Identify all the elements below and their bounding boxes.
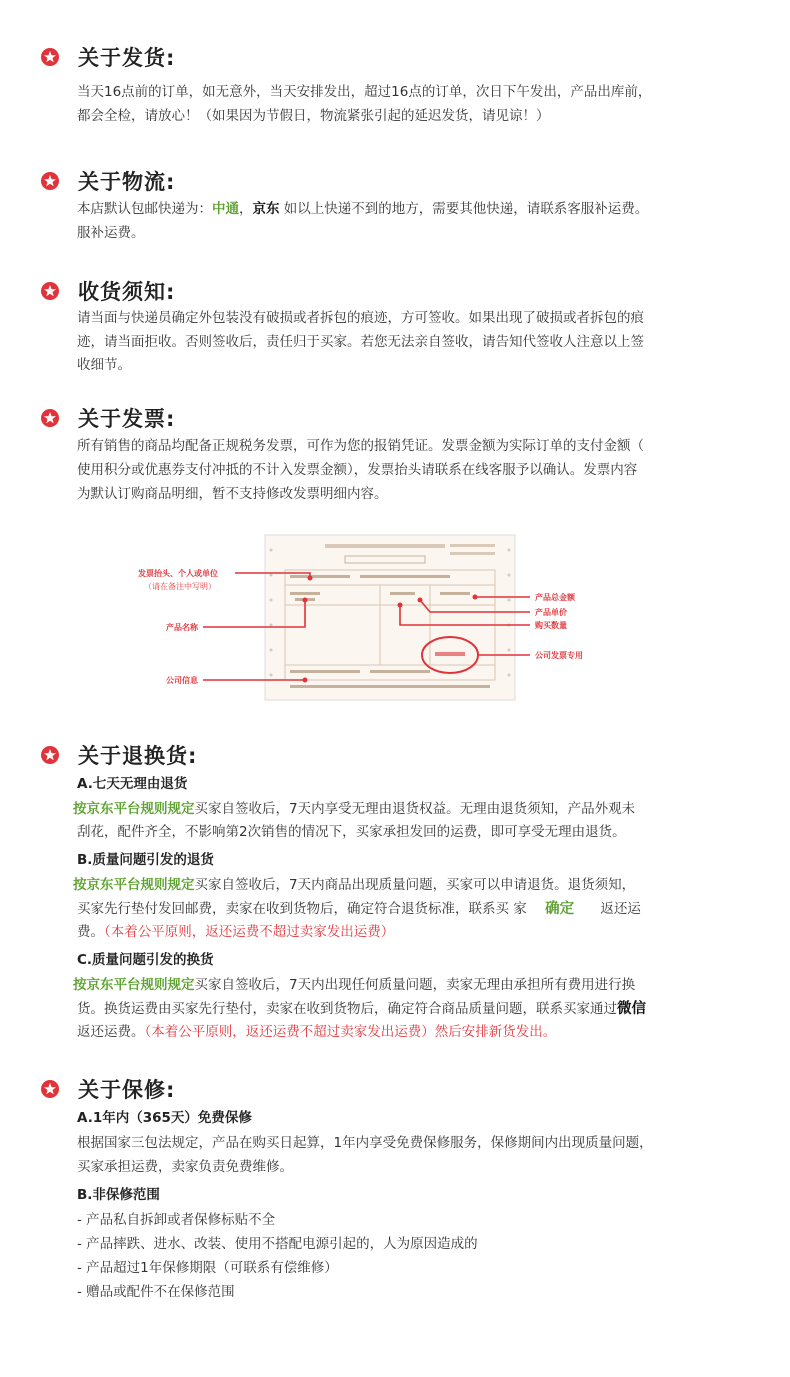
invoice-line-2: 使用积分或优惠券支付冲抵的不计入发票金额），发票抬头请联系在线客服予以确认。发票内容 [77, 462, 638, 478]
section-title: 关于退换货: [78, 744, 198, 768]
returns-c-title: C.质量问题引发的换货 [77, 952, 214, 968]
fair-principle-note: （本着公平原则，返还运费不超过卖家发出运费） [104, 924, 395, 940]
exclusion-item: - 产品摔跌、进水、改装、使用不搭配电源引起的，人为原因造成的 [77, 1236, 478, 1252]
star-badge-icon [40, 1079, 60, 1099]
label-total-amount: 产品总金额 [535, 593, 575, 602]
receiving-line-2: 迹，请当面拒收。否则签收后，责任归于买家。若您无法亲自签收，请告知代签收人注意以上签 [77, 334, 644, 350]
logistics-prefix: 本店默认包邮快递为： [77, 201, 212, 217]
returns-b-line-1 [73, 873, 635, 893]
warranty-a-line-2: 买家承担运费，卖家负责免费维修。 [77, 1159, 293, 1175]
label-company-info: 公司信息 [166, 676, 198, 685]
section-title: 关于物流: [78, 170, 176, 194]
star-badge-icon [40, 47, 60, 67]
shipping-line-2: 都会全检，请放心！（如果因为节假日，物流紧张引起的延迟发货，请见谅！） [77, 108, 550, 124]
returns-b-text-2-tail: 返还运 [600, 901, 641, 917]
returns-c-text-1: 买家自签收后，7天内出现任何质量问题，卖家无理由承担所有费用进行换 [194, 977, 636, 993]
label-company-seal: 公司发票专用 [535, 651, 583, 660]
section-title: 收货须知: [78, 280, 176, 304]
returns-a-line-1 [73, 797, 635, 817]
warranty-b-title: B.非保修范围 [77, 1187, 160, 1203]
warranty-heading [40, 1074, 175, 1104]
returns-c-text-3: 返还运费。 [77, 1024, 145, 1040]
exclusion-item: - 产品私自拆卸或者保修标贴不全 [77, 1212, 276, 1228]
returns-b-text-2: 买家先行垫付发回邮费，卖家在收到货物后，确定符合退货标准，联系买 家 [77, 901, 527, 917]
logistics-line-2: 服补运费。 [77, 225, 145, 241]
wechat-text: 微信 [617, 1001, 646, 1017]
label-quantity: 购买数量 [535, 621, 567, 630]
fair-principle-note: （本着公平原则，返还运费不超过卖家发出运费）然后安排新货发出。 [144, 1024, 557, 1040]
receiving-heading [40, 276, 175, 306]
returns-b-text-3: 费。 [77, 924, 104, 940]
returns-b-title: B.质量问题引发的退货 [77, 852, 214, 868]
confirm-text: 确定 [545, 901, 575, 917]
platform-rule: 按京东平台规则规定 [73, 877, 195, 893]
label-invoice-header-note: （请在备注中写明） [144, 582, 216, 591]
shipping-heading [40, 42, 175, 72]
section-title: 关于保修: [78, 1078, 176, 1102]
section-title: 关于发货: [78, 46, 176, 70]
returns-heading [40, 740, 197, 770]
carrier-jd: 京东 [252, 201, 280, 217]
star-badge-icon [40, 408, 60, 428]
invoice-line-3: 为默认订购商品明细，暂不支持修改发票明细内容。 [77, 486, 388, 502]
warranty-a-line-1: 根据国家三包法规定，产品在购买日起算，1年内享受免费保修服务，保修期间内出现质量问题， [77, 1135, 653, 1151]
platform-rule: 按京东平台规则规定 [73, 801, 195, 817]
returns-a-text-1: 买家自签收后，7天内享受无理由退货权益。无理由退货须知，产品外观未 [194, 801, 636, 817]
carrier-separator: ， [239, 201, 253, 217]
warranty-a-title: A.1年内（365天）免费保修 [77, 1110, 252, 1126]
returns-c-text-2: 货。换货运费由买家先行垫付，卖家在收到货物后，确定符合商品质量问题，联系买家通过 [77, 1001, 617, 1017]
exclusion-item: - 赠品或配件不在保修范围 [77, 1284, 235, 1300]
logistics-heading [40, 166, 175, 196]
star-badge-icon [40, 745, 60, 765]
label-product-name: 产品名称 [166, 623, 198, 632]
invoice-sample-image [130, 530, 630, 710]
returns-c-line-2 [77, 997, 646, 1018]
returns-b-line-3 [77, 920, 394, 940]
receiving-line-1: 请当面与快递员确定外包装没有破损或者拆包的痕迹，方可签收。如果出现了破损或者拆包的痕 [77, 310, 644, 326]
returns-b-text-1: 买家自签收后，7天内商品出现质量问题，买家可以申请退货。退货须知， [194, 877, 636, 893]
label-unit-price: 产品单价 [535, 608, 567, 617]
platform-rule: 按京东平台规则规定 [73, 977, 195, 993]
receiving-line-3: 收细节。 [77, 357, 131, 373]
logistics-suffix: 如以上快递不到的地方，需要其他快递，请联系客服补运费。 [279, 201, 649, 217]
exclusion-item: - 产品超过1年保修期限（可联系有偿维修） [77, 1260, 338, 1276]
logistics-line-1 [77, 197, 648, 217]
returns-c-line-1 [73, 973, 635, 993]
invoice-line-1: 所有销售的商品均配备正规税务发票，可作为您的报销凭证。发票金额为实际订单的支付金额（ [77, 438, 644, 454]
returns-b-line-2 [77, 897, 641, 918]
returns-a-line-2: 刮花，配件齐全，不影响第2次销售的情况下，买家承担发回的运费，即可享受无理由退货。 [77, 824, 626, 840]
star-badge-icon [40, 281, 60, 301]
carrier-zto: 中通 [212, 201, 239, 217]
invoice-heading [40, 403, 175, 433]
label-invoice-header: 发票抬头、个人或单位 [138, 569, 218, 578]
section-title: 关于发票: [78, 407, 176, 431]
returns-c-line-3 [77, 1020, 556, 1040]
returns-a-title: A.七天无理由退货 [77, 776, 188, 792]
shipping-line-1: 当天16点前的订单，如无意外，当天安排发出，超过16点的订单，次日下午发出，产品出库前， [77, 84, 652, 100]
star-badge-icon [40, 171, 60, 191]
